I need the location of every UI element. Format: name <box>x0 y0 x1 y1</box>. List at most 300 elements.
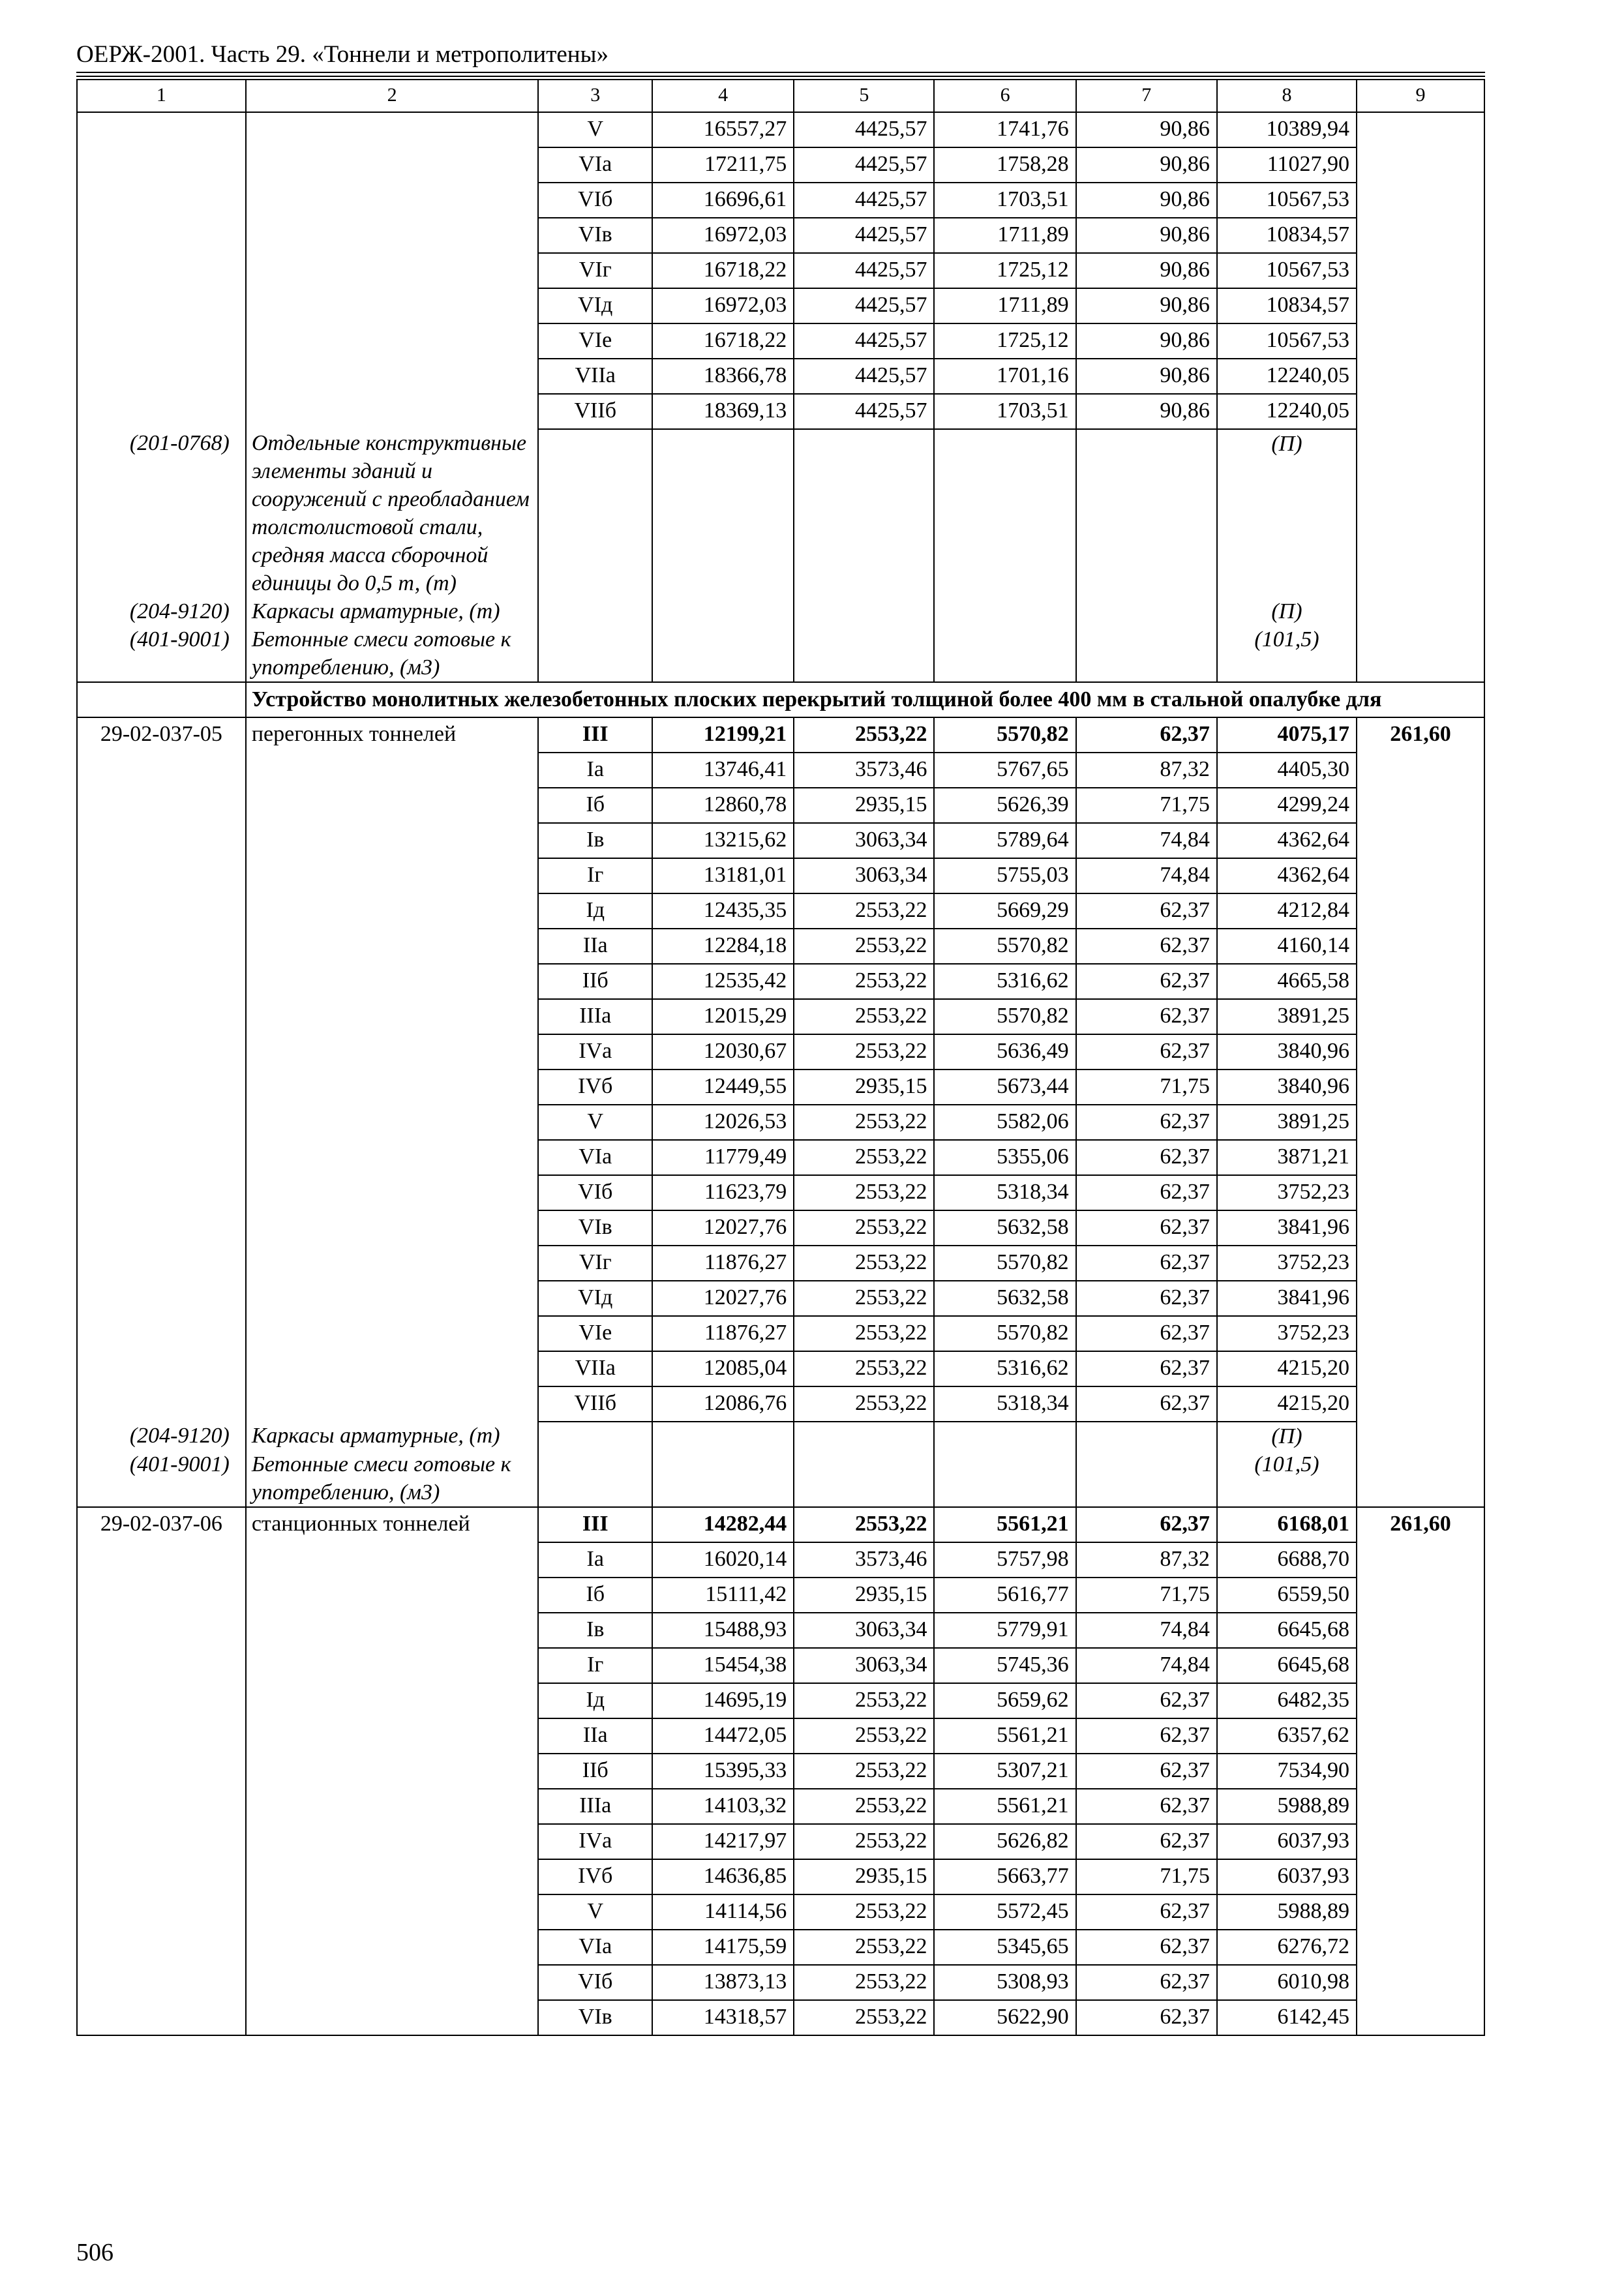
value-cell: 4425,57 <box>794 112 934 147</box>
empty-cell <box>246 1930 539 1965</box>
empty-cell <box>246 359 539 394</box>
value-cell: 62,37 <box>1076 929 1217 964</box>
value-cell: 13746,41 <box>652 753 794 788</box>
empty-cell <box>1357 147 1484 183</box>
value-cell: 62,37 <box>1076 1754 1217 1789</box>
value-cell: 14695,19 <box>652 1683 794 1718</box>
value-cell: 2935,15 <box>794 1578 934 1613</box>
empty-cell <box>246 1105 539 1140</box>
resource-qty-cell: (101,5) <box>1217 625 1357 682</box>
empty-cell <box>77 1789 246 1824</box>
value-cell: 5745,36 <box>934 1648 1075 1683</box>
empty-cell <box>246 112 539 147</box>
empty-cell <box>246 1578 539 1613</box>
empty-cell <box>246 147 539 183</box>
empty-cell <box>246 1965 539 2000</box>
value-cell: 2553,22 <box>794 1789 934 1824</box>
variant-cell: IVа <box>538 1034 652 1070</box>
value-cell: 71,75 <box>1076 1859 1217 1894</box>
empty-cell <box>1357 1613 1484 1648</box>
value-cell: 4075,17 <box>1217 717 1357 753</box>
value-cell: 62,37 <box>1076 1386 1217 1422</box>
empty-cell <box>1357 359 1484 394</box>
empty-cell <box>77 147 246 183</box>
variant-cell: V <box>538 1894 652 1930</box>
norm-code-cell: 29-02-037-05 <box>77 717 246 753</box>
empty-cell <box>246 1070 539 1105</box>
empty-cell <box>538 597 652 625</box>
empty-cell <box>1357 2000 1484 2035</box>
resource-qty-cell: (П) <box>1217 597 1357 625</box>
empty-cell <box>1357 253 1484 288</box>
variant-cell: VIб <box>538 1175 652 1210</box>
value-cell: 16972,03 <box>652 288 794 323</box>
value-cell: 5626,39 <box>934 788 1075 823</box>
value-cell: 62,37 <box>1076 1965 1217 2000</box>
variant-row <box>77 1281 1484 1316</box>
value-cell: 5626,82 <box>934 1824 1075 1859</box>
value-cell: 62,37 <box>1076 1210 1217 1246</box>
empty-cell <box>77 112 246 147</box>
value-cell: 2553,22 <box>794 1034 934 1070</box>
value-cell: 62,37 <box>1076 964 1217 999</box>
empty-cell <box>77 253 246 288</box>
empty-cell <box>77 1140 246 1175</box>
empty-cell <box>652 597 794 625</box>
empty-cell <box>1357 1422 1484 1450</box>
value-cell: 5632,58 <box>934 1210 1075 1246</box>
value-cell: 2553,22 <box>794 999 934 1034</box>
value-cell: 62,37 <box>1076 1140 1217 1175</box>
variant-cell: IIа <box>538 929 652 964</box>
empty-cell <box>652 1450 794 1507</box>
value-cell: 5316,62 <box>934 1351 1075 1386</box>
value-cell: 11876,27 <box>652 1316 794 1351</box>
empty-cell <box>77 359 246 394</box>
section-title-row <box>77 682 1484 717</box>
empty-cell <box>246 218 539 253</box>
variant-row <box>77 1789 1484 1824</box>
value-cell: 62,37 <box>1076 1930 1217 1965</box>
variant-cell: VIв <box>538 1210 652 1246</box>
value-cell: 62,37 <box>1076 1789 1217 1824</box>
value-cell: 15395,33 <box>652 1754 794 1789</box>
empty-cell <box>77 1386 246 1422</box>
value-cell: 3752,23 <box>1217 1175 1357 1210</box>
value-cell: 2553,22 <box>794 1507 934 1542</box>
column-number-cell: 1 <box>77 80 246 112</box>
variant-row <box>77 788 1484 823</box>
value-cell: 4215,20 <box>1217 1351 1357 1386</box>
empty-cell <box>77 1210 246 1246</box>
empty-cell <box>77 1175 246 1210</box>
empty-cell <box>1357 1930 1484 1965</box>
value-cell: 2553,22 <box>794 717 934 753</box>
column-number-cell: 3 <box>538 80 652 112</box>
value-cell: 5570,82 <box>934 717 1075 753</box>
variant-row <box>77 1246 1484 1281</box>
empty-cell <box>246 893 539 929</box>
value-cell: 3063,34 <box>794 1613 934 1648</box>
value-cell: 10567,53 <box>1217 323 1357 359</box>
value-cell: 74,84 <box>1076 858 1217 893</box>
value-cell: 5561,21 <box>934 1718 1075 1754</box>
value-cell: 5755,03 <box>934 858 1075 893</box>
variant-row <box>77 929 1484 964</box>
variant-cell: V <box>538 112 652 147</box>
value-cell: 62,37 <box>1076 999 1217 1034</box>
value-cell: 87,32 <box>1076 1542 1217 1578</box>
value-cell: 12240,05 <box>1217 359 1357 394</box>
empty-cell <box>1357 112 1484 147</box>
variant-row <box>77 999 1484 1034</box>
variant-cell: VIIа <box>538 359 652 394</box>
value-cell: 2553,22 <box>794 1683 934 1718</box>
variant-row <box>77 1683 1484 1718</box>
empty-cell <box>77 682 246 717</box>
resource-row <box>77 429 1484 597</box>
value-cell: 2553,22 <box>794 1718 934 1754</box>
value-cell: 12086,76 <box>652 1386 794 1422</box>
resource-name-cell: Бетонные смеси готовые к употреблению, (м3) <box>246 1450 539 1507</box>
value-cell: 2553,22 <box>794 964 934 999</box>
empty-cell <box>246 1894 539 1930</box>
value-cell: 4215,20 <box>1217 1386 1357 1422</box>
empty-cell <box>246 858 539 893</box>
variant-row <box>77 1070 1484 1105</box>
value-cell: 62,37 <box>1076 1316 1217 1351</box>
value-cell: 11876,27 <box>652 1246 794 1281</box>
empty-cell <box>246 1281 539 1316</box>
empty-cell <box>77 1105 246 1140</box>
column-number-cell: 8 <box>1217 80 1357 112</box>
empty-cell <box>246 1175 539 1210</box>
value-cell: 10389,94 <box>1217 112 1357 147</box>
value-cell: 12240,05 <box>1217 394 1357 429</box>
empty-cell <box>1357 1718 1484 1754</box>
variant-cell: VIе <box>538 1316 652 1351</box>
variant-row <box>77 1965 1484 2000</box>
value-cell: 2553,22 <box>794 929 934 964</box>
empty-cell <box>246 929 539 964</box>
value-cell: 62,37 <box>1076 1105 1217 1140</box>
variant-cell: IIIа <box>538 1789 652 1824</box>
value-cell: 62,37 <box>1076 1718 1217 1754</box>
resource-row <box>77 625 1484 682</box>
value-cell: 6688,70 <box>1217 1542 1357 1578</box>
empty-cell <box>1357 1105 1484 1140</box>
value-cell: 5757,98 <box>934 1542 1075 1578</box>
variant-row <box>77 1351 1484 1386</box>
value-cell: 3752,23 <box>1217 1316 1357 1351</box>
resource-code-cell: (204-9120) <box>77 597 246 625</box>
variant-cell: IVб <box>538 1070 652 1105</box>
value-cell: 7534,90 <box>1217 1754 1357 1789</box>
variant-cell: VIIб <box>538 394 652 429</box>
value-cell: 62,37 <box>1076 2000 1217 2035</box>
value-cell: 5572,45 <box>934 1894 1075 1930</box>
value-cell: 5316,62 <box>934 964 1075 999</box>
value-cell: 5779,91 <box>934 1613 1075 1648</box>
value-cell: 1703,51 <box>934 183 1075 218</box>
value-cell: 62,37 <box>1076 1034 1217 1070</box>
value-cell: 14282,44 <box>652 1507 794 1542</box>
variant-cell: VIг <box>538 1246 652 1281</box>
empty-cell <box>246 1386 539 1422</box>
variant-row <box>77 218 1484 253</box>
value-cell: 62,37 <box>1076 1894 1217 1930</box>
value-cell: 14175,59 <box>652 1930 794 1965</box>
empty-cell <box>77 1683 246 1718</box>
column-number-cell: 7 <box>1076 80 1217 112</box>
empty-cell <box>246 323 539 359</box>
value-cell: 62,37 <box>1076 1351 1217 1386</box>
variant-cell: VIа <box>538 147 652 183</box>
empty-cell <box>77 2000 246 2035</box>
variant-row <box>77 1210 1484 1246</box>
value-cell: 16972,03 <box>652 218 794 253</box>
value-cell: 5355,06 <box>934 1140 1075 1175</box>
empty-cell <box>246 1683 539 1718</box>
value-cell: 12015,29 <box>652 999 794 1034</box>
variant-cell: VIв <box>538 2000 652 2035</box>
value-cell: 3752,23 <box>1217 1246 1357 1281</box>
variant-row <box>77 147 1484 183</box>
value-cell: 6168,01 <box>1217 1507 1357 1542</box>
variant-row <box>77 1034 1484 1070</box>
empty-cell <box>246 964 539 999</box>
resource-code-cell: (201-0768) <box>77 429 246 597</box>
section-title: Устройство монолитных железобетонных плоских перекрытий толщиной более 400 мм в стальной опалубке для <box>246 682 1484 717</box>
value-cell: 12199,21 <box>652 717 794 753</box>
value-cell: 74,84 <box>1076 1648 1217 1683</box>
empty-cell <box>652 1422 794 1450</box>
value-cell: 90,86 <box>1076 394 1217 429</box>
empty-cell <box>1357 893 1484 929</box>
variant-row <box>77 2000 1484 2035</box>
empty-cell <box>1357 597 1484 625</box>
variant-cell: Iа <box>538 1542 652 1578</box>
value-cell: 5767,65 <box>934 753 1075 788</box>
value-cell: 90,86 <box>1076 359 1217 394</box>
value-cell: 6559,50 <box>1217 1578 1357 1613</box>
value-cell: 62,37 <box>1076 1683 1217 1718</box>
empty-cell <box>1357 1210 1484 1246</box>
value-cell: 5988,89 <box>1217 1789 1357 1824</box>
variant-cell: Iг <box>538 858 652 893</box>
resource-code-cell: (401-9001) <box>77 1450 246 1507</box>
value-cell: 6037,93 <box>1217 1824 1357 1859</box>
resource-row <box>77 1450 1484 1507</box>
variant-row <box>77 1824 1484 1859</box>
value-cell: 15454,38 <box>652 1648 794 1683</box>
empty-cell <box>77 823 246 858</box>
resource-qty-cell: (101,5) <box>1217 1450 1357 1507</box>
empty-cell <box>246 1542 539 1578</box>
variant-cell: Iб <box>538 788 652 823</box>
value-cell: 3573,46 <box>794 1542 934 1578</box>
empty-cell <box>77 1824 246 1859</box>
value-cell: 2553,22 <box>794 1930 934 1965</box>
resource-name-cell: Каркасы арматурные, (т) <box>246 1422 539 1450</box>
empty-cell <box>77 858 246 893</box>
empty-cell <box>77 288 246 323</box>
value-cell: 4212,84 <box>1217 893 1357 929</box>
empty-cell <box>794 625 934 682</box>
variant-row <box>77 288 1484 323</box>
empty-cell <box>1357 1034 1484 1070</box>
value-cell: 62,37 <box>1076 1175 1217 1210</box>
value-cell: 71,75 <box>1076 1578 1217 1613</box>
empty-cell <box>1357 625 1484 682</box>
variant-row <box>77 1613 1484 1648</box>
variant-cell: Iв <box>538 823 652 858</box>
value-cell: 4362,64 <box>1217 823 1357 858</box>
empty-cell <box>1357 1351 1484 1386</box>
value-cell: 2553,22 <box>794 1316 934 1351</box>
value-cell: 16557,27 <box>652 112 794 147</box>
variant-cell: Iд <box>538 1683 652 1718</box>
empty-cell <box>246 753 539 788</box>
empty-cell <box>1076 429 1217 597</box>
empty-cell <box>77 1070 246 1105</box>
empty-cell <box>246 1859 539 1894</box>
value-cell: 5582,06 <box>934 1105 1075 1140</box>
empty-cell <box>246 1316 539 1351</box>
resource-name-cell: Отдельные конструктивные элементы зданий и сооружений с преобладанием толстолистовой стали, средняя масса сборочной единицы до 0,5 т, (т) <box>246 429 539 597</box>
column-number-row <box>77 80 1484 112</box>
value-cell: 16020,14 <box>652 1542 794 1578</box>
value-cell: 6645,68 <box>1217 1613 1357 1648</box>
value-cell: 2553,22 <box>794 1140 934 1175</box>
value-cell: 2935,15 <box>794 1859 934 1894</box>
value-cell: 6142,45 <box>1217 2000 1357 2035</box>
empty-cell <box>246 999 539 1034</box>
value-cell: 90,86 <box>1076 112 1217 147</box>
variant-cell: VIIа <box>538 1351 652 1386</box>
value-cell: 90,86 <box>1076 183 1217 218</box>
value-cell: 16718,22 <box>652 323 794 359</box>
variant-cell: Iг <box>538 1648 652 1683</box>
value-cell: 12026,53 <box>652 1105 794 1140</box>
value-cell: 3891,25 <box>1217 1105 1357 1140</box>
value-cell: 6482,35 <box>1217 1683 1357 1718</box>
value-cell: 1725,12 <box>934 253 1075 288</box>
empty-cell <box>1357 288 1484 323</box>
empty-cell <box>1357 394 1484 429</box>
value-cell: 3573,46 <box>794 753 934 788</box>
empty-cell <box>246 1140 539 1175</box>
variant-row <box>77 1386 1484 1422</box>
value-cell: 2553,22 <box>794 2000 934 2035</box>
value-cell: 12030,67 <box>652 1034 794 1070</box>
empty-cell <box>77 1930 246 1965</box>
empty-cell <box>1357 1316 1484 1351</box>
value-cell: 10567,53 <box>1217 253 1357 288</box>
variant-cell: VIIб <box>538 1386 652 1422</box>
empty-cell <box>794 597 934 625</box>
empty-cell <box>246 394 539 429</box>
header-rule-top <box>76 72 1485 73</box>
empty-cell <box>77 893 246 929</box>
value-cell: 1741,76 <box>934 112 1075 147</box>
value-cell: 1758,28 <box>934 147 1075 183</box>
value-cell: 2553,22 <box>794 1386 934 1422</box>
variant-cell: Iв <box>538 1613 652 1648</box>
value-cell: 6645,68 <box>1217 1648 1357 1683</box>
empty-cell <box>77 183 246 218</box>
value-cell: 71,75 <box>1076 1070 1217 1105</box>
empty-cell <box>1357 1140 1484 1175</box>
empty-cell <box>794 1422 934 1450</box>
empty-cell <box>794 1450 934 1507</box>
value-cell: 14103,32 <box>652 1789 794 1824</box>
value-cell: 5622,90 <box>934 2000 1075 2035</box>
value-cell: 2553,22 <box>794 1824 934 1859</box>
empty-cell <box>1357 788 1484 823</box>
value-cell: 16696,61 <box>652 183 794 218</box>
variant-cell: VIб <box>538 183 652 218</box>
empty-cell <box>1357 1789 1484 1824</box>
variant-cell: Iа <box>538 753 652 788</box>
value-cell: 12435,35 <box>652 893 794 929</box>
value-cell: 5632,58 <box>934 1281 1075 1316</box>
value-cell: 5669,29 <box>934 893 1075 929</box>
value-cell: 10567,53 <box>1217 183 1357 218</box>
column-number-cell: 9 <box>1357 80 1484 112</box>
value-cell: 5789,64 <box>934 823 1075 858</box>
empty-cell <box>77 999 246 1034</box>
variant-cell: IIIа <box>538 999 652 1034</box>
variant-row <box>77 253 1484 288</box>
value-cell: 1725,12 <box>934 323 1075 359</box>
value-cell: 4425,57 <box>794 147 934 183</box>
empty-cell <box>1357 1070 1484 1105</box>
empty-cell <box>77 1859 246 1894</box>
empty-cell <box>1357 323 1484 359</box>
value-cell: 5663,77 <box>934 1859 1075 1894</box>
empty-cell <box>1076 1422 1217 1450</box>
value-cell: 4299,24 <box>1217 788 1357 823</box>
variant-cell: VIд <box>538 288 652 323</box>
value-cell: 62,37 <box>1076 893 1217 929</box>
empty-cell <box>246 1613 539 1648</box>
value-cell: 17211,75 <box>652 147 794 183</box>
empty-cell <box>77 218 246 253</box>
variant-row <box>77 183 1484 218</box>
value-cell: 74,84 <box>1076 1613 1217 1648</box>
value-cell: 62,37 <box>1076 1507 1217 1542</box>
value-cell: 5318,34 <box>934 1386 1075 1422</box>
price-table <box>76 79 1485 2036</box>
empty-cell <box>934 625 1075 682</box>
variant-row <box>77 753 1484 788</box>
empty-cell <box>77 1894 246 1930</box>
value-cell: 4425,57 <box>794 218 934 253</box>
value-cell: 5570,82 <box>934 1246 1075 1281</box>
value-cell: 5636,49 <box>934 1034 1075 1070</box>
empty-cell <box>934 1422 1075 1450</box>
variant-row <box>77 112 1484 147</box>
value-cell: 1711,89 <box>934 288 1075 323</box>
variant-row <box>77 1718 1484 1754</box>
empty-cell <box>246 1210 539 1246</box>
resource-row <box>77 597 1484 625</box>
value-cell: 2553,22 <box>794 1754 934 1789</box>
value-cell: 14114,56 <box>652 1894 794 1930</box>
value-cell: 12027,76 <box>652 1281 794 1316</box>
value-cell: 4425,57 <box>794 183 934 218</box>
